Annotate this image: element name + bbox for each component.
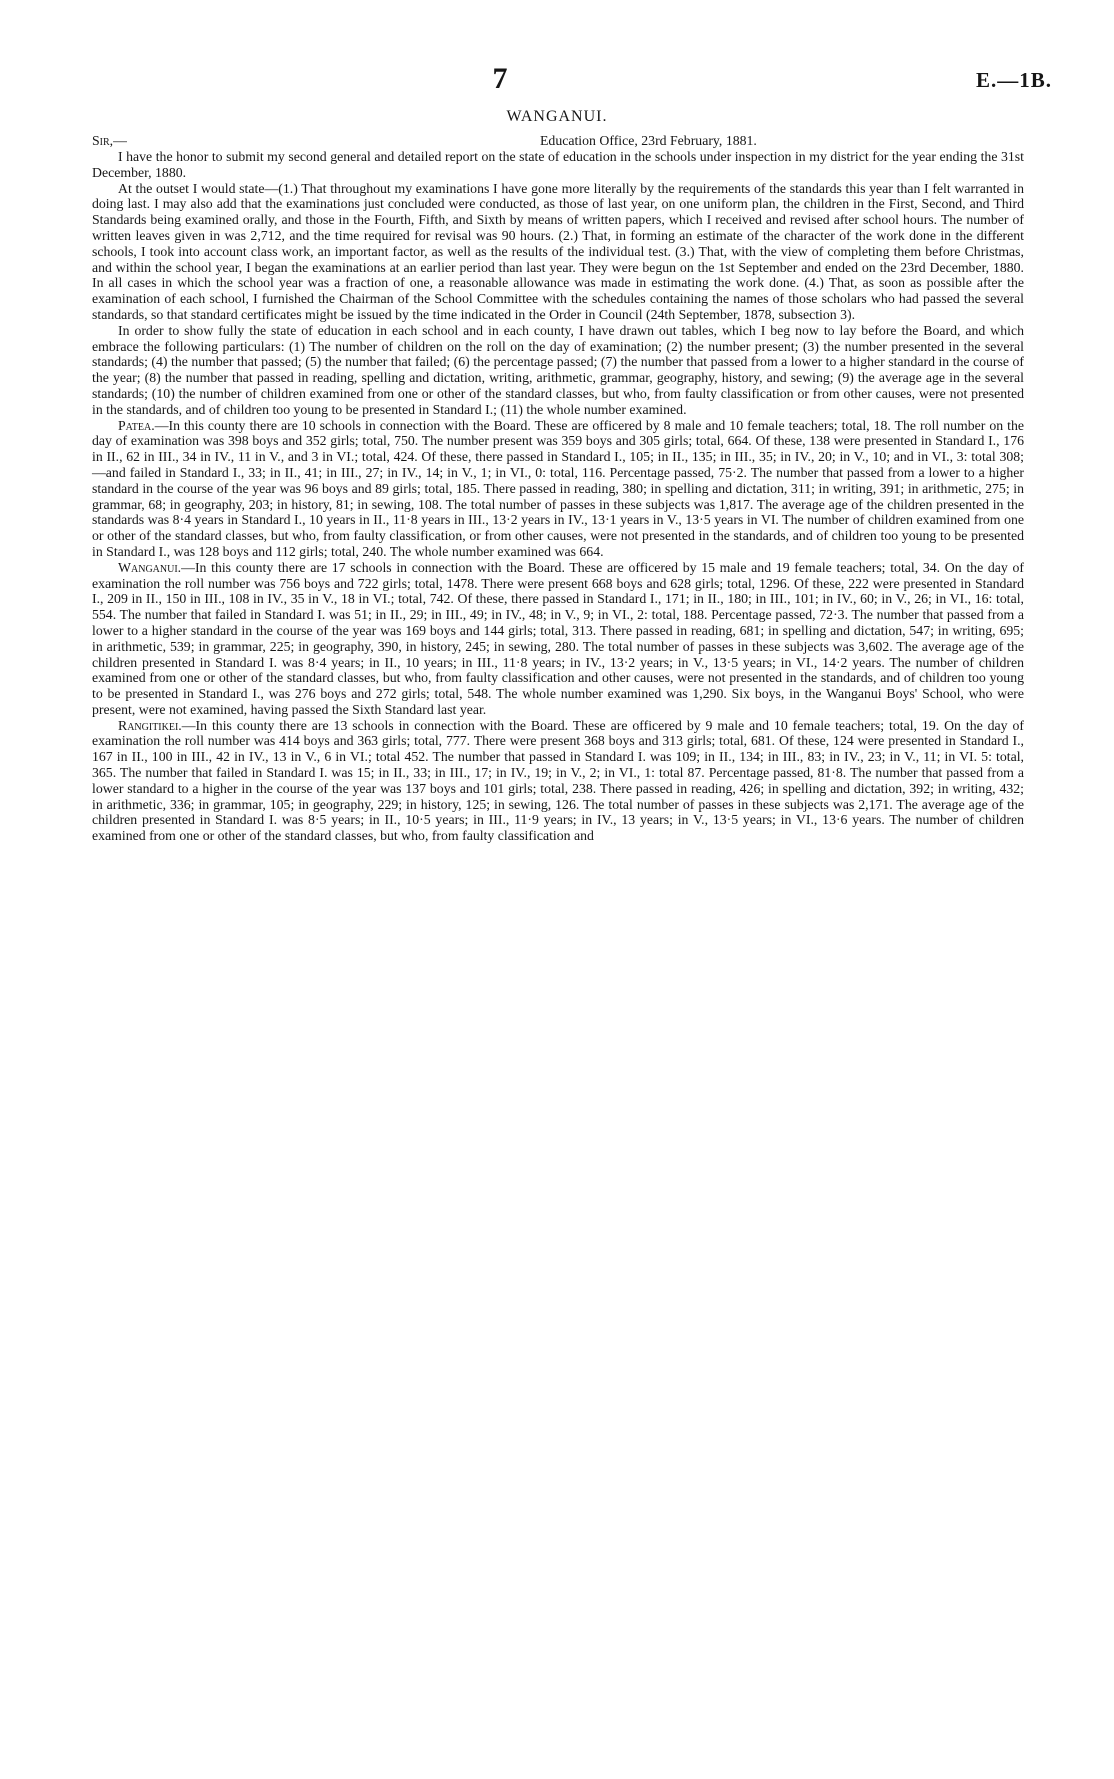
county-text: —In this county there are 13 schools in connection with the Board. These are officered by 9 male and 10 female teachers; total, 19. On the day of examination the roll number was 414 boys and 363 girls; total, 777. There were present 368 boys and 313 girls; total, 681. Of these, 124 were presented in Standard I., 167 in II., 100 in III., 42 in IV., 13 in V., 6 in VI.; total 452. The number that passed in Standard I. was 109; in II., 134; in III., 83; in IV., 23; in V., 11; in VI. 5: total, 365. The number that failed in Standard I. was 15; in II., 33; in III., 17; in IV., 19; in V., 2; in VI., 1: total 87. Percentage passed, 81·8. The number that passed from a lower standard to a higher in the course of the year was 137 boys and 101 girls; total, 238. There passed in reading, 426; in spelling and dictation, 392; in writing, 432; in arithmetic, 336; in grammar, 105; in geography, 229; in history, 125; in sewing, 126. The total number of passes in these subjects was 2,171. The average age of the children presented in Standard I. was 8·5 years; in II., 10·5 years; in III., 11·9 years; in IV., 13 years; in V., 13·5 years; in VI., 13·6 years. The number of children examined from one or other of the standard classes, but who, from faulty classification and [92, 717, 1024, 844]
county-text: —In this county there are 10 schools in connection with the Board. These are officered by 8 male and 10 female teachers; total, 18. The roll number on the day of examination was 398 boys and 352 girls; total, 750. The number present was 359 boys and 305 girls; total, 664. Of these, 138 were presented in Standard I., 176 in II., 62 in III., 34 in IV., 11 in V., and 3 in VI.; total, 424. Of these, there passed in Standard I., 105; in II., 135; in III., 35; in IV., 20; in V., 10; and in VI., 3: total 308;—and failed in Standard I., 33; in II., 41; in III., 27; in IV., 14; in V., 1; in VI., 0: total, 116. Percentage passed, 75·2. The number that passed from a lower to a higher standard in the course of the year was 96 boys and 89 girls; total, 185. There passed in reading, 380; in spelling and dictation, 311; in writing, 391; in arithmetic, 275; in grammar, 68; in geography, 203; in history, 81; in sewing, 108. The total number of passes in these subjects was 1,817. The average age of the children presented in the standards was 8·4 years in Standard I., 10 years in II., 11·8 years in III., 13·2 years in IV., 13·1 years in V., 13·5 years in VI. The number of children examined from one or other of the standard classes, but who, from faulty classification, or from other causes, were not presented in the standards, and of children too young to be presented in Standard I., was 128 boys and 112 girls; total, 240. The whole number examined was 664. [92, 417, 1024, 559]
paragraph-county-patea [92, 418, 1024, 560]
letter-header [92, 133, 1024, 149]
page-number: 7 [492, 62, 508, 95]
county-text: —In this county there are 17 schools in connection with the Board. These are officered by 15 male and 19 female teachers; total, 34. On the day of examination the roll number was 756 boys and 722 girls; total, 1478. There were present 668 boys and 628 girls; total, 1296. Of these, 222 were presented in Standard I., 209 in II., 150 in III., 108 in IV., 35 in V., 18 in VI.; total, 742. Of these, there passed in Standard I., 171; in II., 180; in III., 101; in IV., 60; in V., 26; in VI., 16: total, 554. The number that failed in Standard I. was 51; in II., 29; in III., 49; in IV., 48; in V., 9; in VI., 2: total, 188. Percentage passed, 72·3. The number that passed from a lower to a higher standard in the course of the year was 169 boys and 144 girls; total, 313. There passed in reading, 681; in spelling and dictation, 547; in writing, 695; in arithmetic, 539; in grammar, 225; in geography, 390, in history, 245; in sewing, 280. The total number of passes in these subjects was 3,602. The average age of the children presented in Standard I. was 8·4 years; in II., 10 years; in III., 11·8 years; in IV., 13·2 years; in V., 13·5 years; in VI., 14·2 years. The number of children examined from one or other of the standard classes, but who, from faulty classification and other causes, were not presented in the standards, and of children too young to be presented in Standard I., was 276 boys and 272 girls; total, 548. The whole number examined was 1,290. Six boys, in the Wanganui Boys' School, who were present, were not examined, having passed the Sixth Standard last year. [92, 559, 1024, 717]
paragraph-county-rangitikei [92, 718, 1024, 844]
paragraph-introduction: I have the honor to submit my second general and detailed report on the state of education in the schools under inspection in my district for the year ending the 31st December, 1880. [92, 149, 1024, 180]
paragraph-tables: In order to show fully the state of education in each school and in each county, I have drawn out tables, which I beg now to lay before the Board, and which embrace the following particulars: (1) The number of children on the roll on the day of examination; (2) the number present; (3) the number presented in the several standards; (4) the number that passed; (5) the number that failed; (6) the percentage passed; (7) the number that passed from a lower to a higher standard in the course of the year; (8) the number that passed in reading, spelling and dictation, writing, arithmetic, grammar, geography, history, and sewing; (9) the average age in the several standards; (10) the number of children examined from one or other of the standard classes, but who, from faulty classification or from other causes, were not presented in the standards, and of children too young to be presented in Standard I.; (11) the whole number examined. [92, 322, 1024, 417]
county-name: Rangitikei. [118, 717, 182, 733]
salutation: Sir,— [92, 133, 127, 148]
page-title: WANGANUI. [506, 108, 608, 125]
paragraph-county-wanganui [92, 560, 1024, 718]
paragraph-outset: At the outset I would state—(1.) That throughout my examinations I have gone more literally by the requirements of the standards this year than I felt warranted in doing last. I may also add that the examinations just concluded were conducted, as those of last year, on one uniform plan, the children in the First, Second, and Third Standards being examined orally, and those in the Fourth, Fifth, and Sixth by means of written papers, which I received and revised after school hours. The number of written leaves given in was 2,712, and the time required for revisal was 90 hours. (2.) That, in forming an estimate of the character of the work done in the different schools, I took into account class work, an important factor, as well as the results of the individual test. (3.) That, with the view of completing them before Christmas, and within the school year, I began the examinations at an earlier period than last year. They were begun on the 1st September and ended on the 23rd December, 1880. In all cases in which the school year was a fraction of one, a reasonable allowance was made in estimating the work done. (4.) That, as soon as possible after the examination of each school, I furnished the Chairman of the School Committee with the schedules containing the names of those scholars who had passed the several standards, so that standard certificates might be issued by the time indicated in the Order in Council (24th September, 1878, subsection 3). [92, 180, 1024, 322]
report-body [92, 133, 1024, 844]
dateline: Education Office, 23rd February, 1881. [540, 133, 757, 148]
county-name: Patea. [118, 417, 155, 433]
document-reference: E.—1B. [975, 68, 1052, 92]
county-name: Wanganui. [118, 559, 182, 575]
